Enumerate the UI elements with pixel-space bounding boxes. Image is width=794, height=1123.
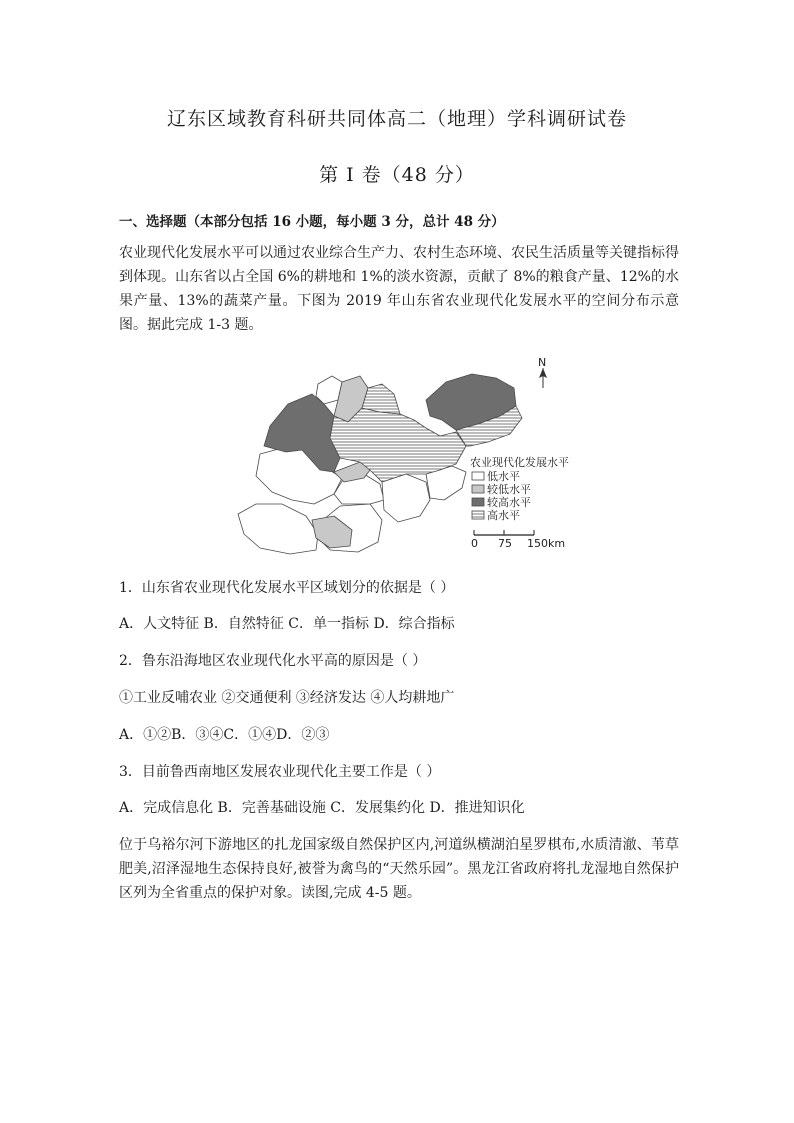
region-high-north	[362, 384, 400, 414]
part-heading: 一、选择题（本部分包括 16 小题，每小题 3 分，总计 48 分）	[119, 214, 505, 230]
scale-label-0: 0	[471, 537, 478, 550]
question-1-stem: 1．山东省农业现代化发展水平区域划分的依据是（ ）	[119, 580, 455, 596]
shandong-map	[230, 354, 580, 559]
passage-zhalong: 位于乌裕尔河下游地区的扎龙国家级自然保护区内,河道纵横湖泊星罗棋布,水质清澈、苇草肥美,沼泽湿地生态保持良好,被誉为禽鸟的“天然乐园”。黑龙江省政府将扎龙湿地自然保护区列为全省重点的保护对象。读图,完成 4-5 题。	[119, 837, 679, 901]
legend-title: 农业现代化发展水平	[470, 456, 569, 469]
legend-lower: 较低水平	[487, 483, 531, 496]
question-2-items: ①工业反哺农业 ②交通便利 ③经济发达 ④人均耕地广	[119, 690, 455, 706]
legend-swatch-lower	[472, 485, 484, 493]
legend-high: 高水平	[487, 509, 520, 522]
legend-swatch-low	[472, 472, 484, 480]
scale-label-75: 75	[498, 537, 512, 550]
question-2-options: A．①②B．③④C．①④D．②③	[119, 727, 330, 743]
legend-swatch-higher	[472, 498, 484, 506]
legend-swatch-high	[472, 511, 484, 519]
north-label: N	[538, 356, 547, 369]
scale-bar	[471, 530, 565, 550]
scale-label-150: 150km	[527, 537, 566, 550]
question-2-stem: 2．鲁东沿海地区农业现代化水平高的原因是（ ）	[119, 653, 427, 669]
intro-paragraph: 农业现代化发展水平可以通过农业综合生产力、农村生态环境、农民生活质量等关键指标得到体现。山东省以占全国 6%的耕地和 1%的淡水资源，贡献了 8%的粮食产量、12%的水果产量、13%的蔬菜产量。下图为 2019 年山东省农业现代化发展水平的空间分布示意图。据此完成 1-3 题。	[119, 245, 679, 333]
question-3-stem: 3．目前鲁西南地区发展农业现代化主要工作是（ ）	[119, 764, 441, 780]
region-low-southeast	[382, 474, 430, 522]
shandong-map-figure	[230, 354, 580, 559]
legend-higher: 较高水平	[487, 496, 531, 509]
legend-low: 低水平	[487, 470, 520, 483]
exam-title: 辽东区域教育科研共同体高二（地理）学科调研试卷	[166, 108, 627, 130]
region-low-south	[238, 504, 318, 554]
volume-title: 第 I 卷（48 分）	[319, 164, 475, 186]
question-1-options: A．人文特征 B．自然特征 C．单一指标 D．综合指标	[119, 616, 455, 632]
question-3-options: A．完成信息化 B．完善基础设施 C．发展集约化 D．推进知识化	[119, 800, 525, 816]
north-arrow-icon	[538, 356, 547, 388]
map-legend	[470, 455, 569, 522]
